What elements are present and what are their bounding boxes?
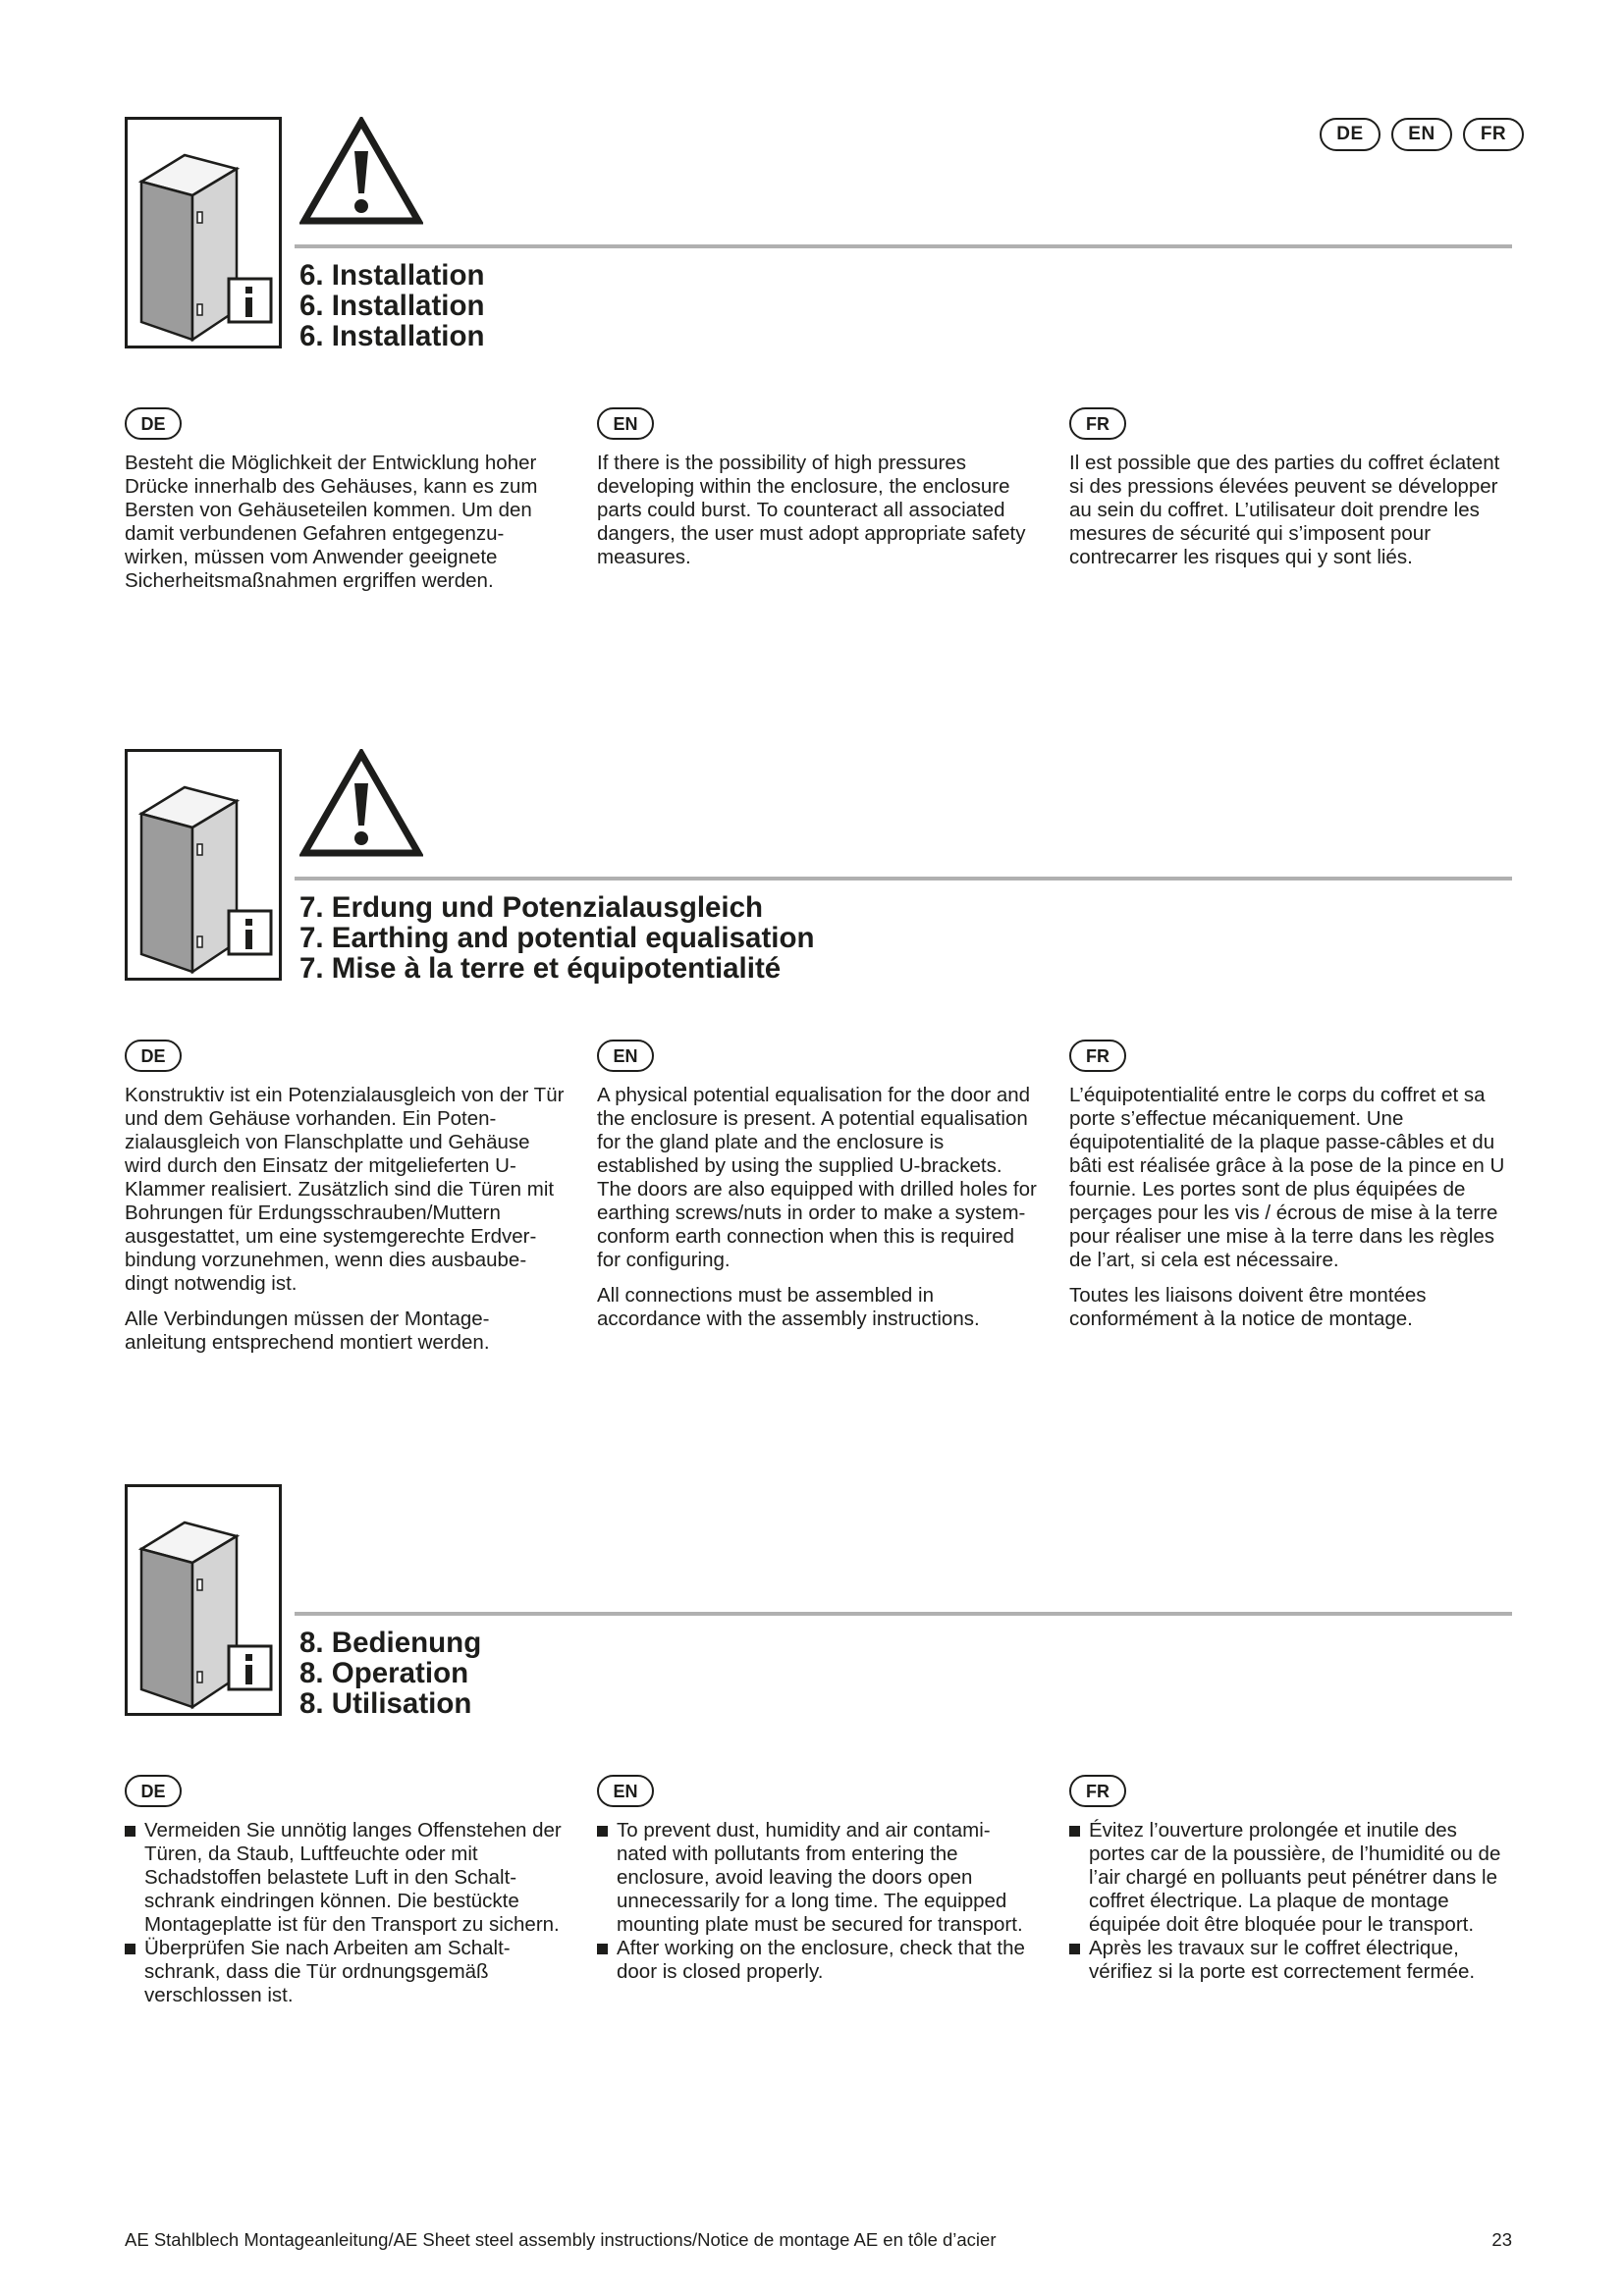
lang-badge-fr: FR [1463,118,1524,151]
paragraph: Besteht die Möglichkeit der Entwicklung hoher Drücke innerhalb des Gehäuses, kann es zum Bersten von Gehäuseteilen kommen. Um den damit verbundenen Gefahren entgegenzu-wirken, müssen vom Anwender geeignete Sicherheitsmaßnahmen ergriffen werden. [125,452,538,592]
lang-tag-fr: FR [1069,1775,1126,1807]
warning-triangle-icon [299,117,423,225]
lang-tag-de: DE [125,1775,182,1807]
warning-triangle-icon [299,749,423,857]
column-en [597,1775,1039,1984]
paragraph: All connections must be assembled in accordance with the assembly instructions. [597,1284,980,1330]
list-item: Überprüfen Sie nach Arbeiten am Schalt-schrank, dass die Tür ordnungsgemäß verschlossen ist. [125,1937,567,2007]
column-en [597,407,1039,581]
list-item: Vermeiden Sie unnötig langes Offenstehen der Türen, da Staub, Luftfeuchte oder mit Schadstoffen belastete Luft in den Schalt-schrank eindringen können. Die bestückte Montageplatte ist für den Transport zu sichern. [125,1819,567,1937]
lang-tag-en: EN [597,1040,654,1072]
lang-tag-en: EN [597,1775,654,1807]
lang-badge-de: DE [1320,118,1380,151]
column-de [125,407,567,605]
bullet-list [597,1819,1039,1984]
list-item: After working on the enclosure, check that the door is closed properly. [597,1937,1039,1984]
enclosure-info-icon [125,749,282,981]
paragraph: Alle Verbindungen müssen der Montage-anleitung entsprechend montiert werden. [125,1308,490,1354]
paragraph: If there is the possibility of high pressures developing within the enclosure, the enclosure parts could burst. To counteract all associated dangers, the user must adopt appropriate safety measures. [597,452,1026,568]
enclosure-info-icon [125,1484,282,1716]
title-fr: 8. Utilisation [299,1687,472,1720]
column-de [125,1775,567,2007]
enclosure-info-icon [125,117,282,348]
paragraph: Toutes les liaisons doivent être montées conformément à la notice de montage. [1069,1284,1427,1330]
paragraph: L’équipotentialité entre le corps du coffret et sa porte s’effectue mécaniquement. Une équipotentialité de la plaque passe-câbles et du bâti est réalisée grâce à la pose de la pince en U fournie. Les portes sont de plus équipées de perçages pour les vis / écrous de mise à la terre pour réaliser une mise à la terre dans les règles de l’art, si cela est nécessaire. [1069,1084,1505,1271]
list-item: To prevent dust, humidity and air contami-nated with pollutants from entering the enclosure, avoid leaving the doors open unnecessarily for a long time. The equipped mounting plate must be secured for transport. [597,1819,1039,1937]
section-operation [125,1484,1512,2093]
bullet-list [1069,1819,1511,1984]
title-de: 6. Installation [299,259,485,292]
column-en [597,1040,1039,1343]
bullet-list [125,1819,567,2007]
paragraph: Il est possible que des parties du coffret éclatent si des pressions élevées peuvent se développer au sein du coffret. L’utilisateur doit prendre les mesures de sécurité qui s’imposent pour contrecarrer les risques qui y sont liés. [1069,452,1500,568]
section-title [299,1628,481,1719]
lang-tag-fr: FR [1069,1040,1126,1072]
title-de: 8. Bedienung [299,1627,482,1659]
lang-tag-en: EN [597,407,654,440]
column-de [125,1040,567,1366]
column-fr [1069,1040,1511,1343]
footer-text: AE Stahlblech Montageanleitung/AE Sheet steel assembly instructions/Notice de montage AE en tôle d’acier [125,2229,997,2250]
lang-tag-de: DE [125,1040,182,1072]
lang-tag-fr: FR [1069,407,1126,440]
section-earthing [125,749,1512,1377]
list-item: Après les travaux sur le coffret électrique, vérifiez si la porte est correctement fermée. [1069,1937,1511,1984]
section-divider [295,1612,1512,1616]
list-item: Évitez l’ouverture prolongée et inutile des portes car de la poussière, de l’humidité ou de l’air chargé en polluants peut pénétrer dans le coffret électrique. La plaque de montage équipée doit être bloquée pour le transport. [1069,1819,1511,1937]
title-en: 6. Installation [299,290,485,322]
section-installation [125,117,1512,627]
lang-badge-en: EN [1391,118,1452,151]
section-title [299,260,485,351]
title-de: 7. Erdung und Potenzialausgleich [299,891,764,924]
paragraph: A physical potential equalisation for the door and the enclosure is present. A potential equalisation for the gland plate and the enclosure is established by using the supplied U-brackets. The doors are also equipped with drilled holes for earthing screws/nuts in order to make a system-conform earth connection when this is required for configuring. [597,1084,1037,1271]
title-fr: 6. Installation [299,320,485,352]
paragraph: Konstruktiv ist ein Potenzialausgleich von der Tür und dem Gehäuse vorhanden. Ein Poten-zialausgleich von Flanschplatte und Gehäuse wird durch den Einsatz der mitgelieferten U-Klammer realisiert. Zusätzlich sind die Türen mit Bohrungen für Erdungsschrauben/Muttern ausgestattet, um eine systemgerechte Erdver-bindung vorzunehmen, wenn dies ausbaube-dingt notwendig ist. [125,1084,565,1295]
section-title [299,892,815,984]
title-en: 7. Earthing and potential equalisation [299,922,815,954]
title-fr: 7. Mise à la terre et équipotentialité [299,952,782,985]
page-number: 23 [1491,2229,1512,2250]
section-divider [295,877,1512,881]
column-fr [1069,1775,1511,1984]
column-fr [1069,407,1511,581]
title-en: 8. Operation [299,1657,469,1689]
lang-tag-de: DE [125,407,182,440]
section-divider [295,244,1512,248]
